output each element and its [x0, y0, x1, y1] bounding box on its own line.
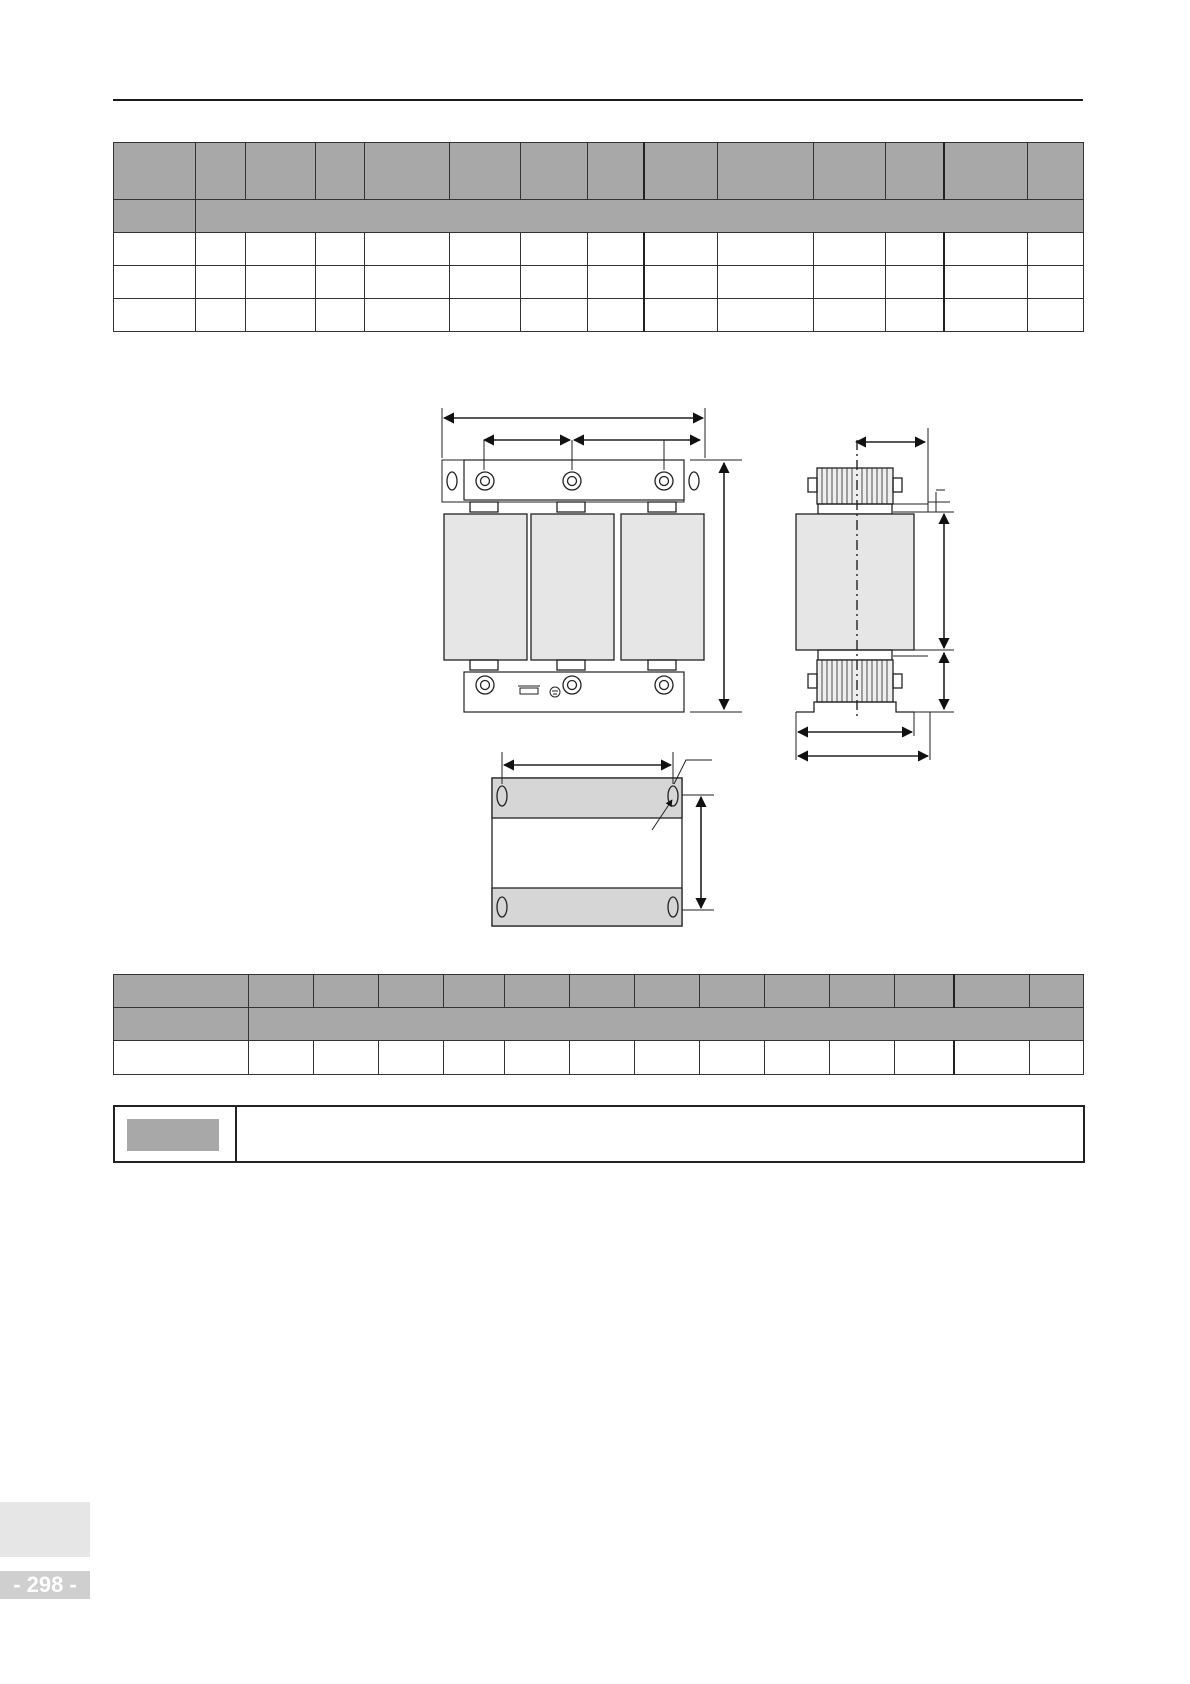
note-label [127, 1119, 219, 1151]
table-header-row [114, 975, 1084, 1008]
front-view [442, 408, 742, 712]
page-number: - 298 - [0, 1571, 90, 1599]
note-divider [235, 1107, 237, 1161]
table-row [114, 1041, 1084, 1075]
dimension-table-bottom [113, 974, 1084, 1075]
side-tab [0, 1502, 90, 1557]
bottom-view [492, 752, 714, 926]
side-view [796, 428, 954, 760]
table-subheader-row [114, 1008, 1084, 1041]
note-box [113, 1105, 1085, 1163]
